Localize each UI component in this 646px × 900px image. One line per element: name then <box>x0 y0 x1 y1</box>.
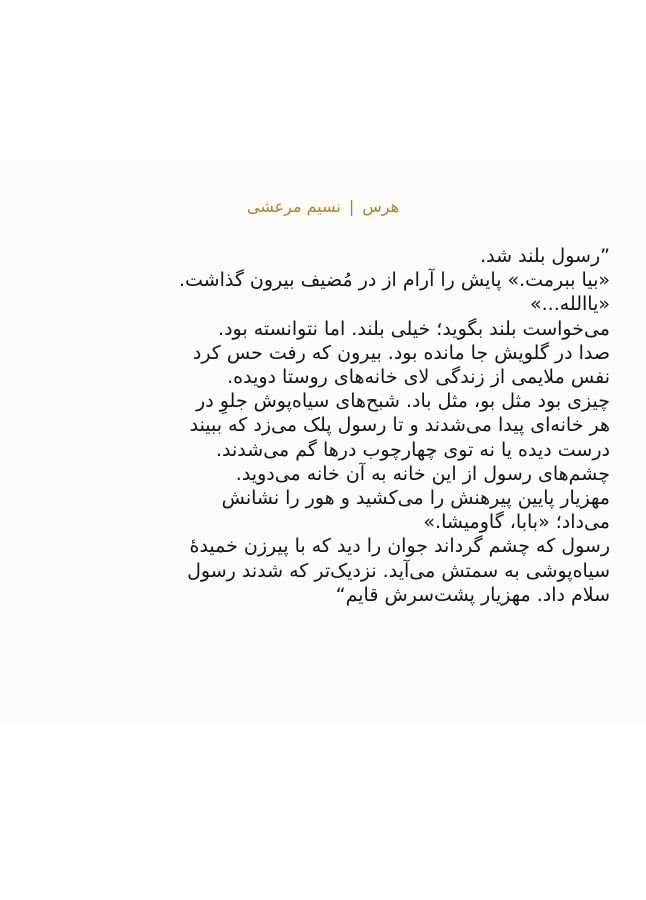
text-line: رسول که چشم گرداند جوان را دید که با پیرزن خمیدۀ <box>189 535 610 558</box>
header-separator: | <box>348 197 355 216</box>
text-line: هر خانه‌ای پیدا می‌شدند و تا رسول پلک می‌زد که ببیند <box>189 414 610 437</box>
excerpt-text <box>42 244 610 607</box>
text-line: مهزیار پایین پیرهنش را می‌کشید و هور را نشانش <box>221 487 610 510</box>
text-line: می‌خواست بلند بگوید؛ خیلی بلند. اما نتوانسته بود. <box>218 317 610 340</box>
text-line: سیاه‌پوشی به سمتش می‌آید. نزدیک‌تر که شدند رسول <box>187 559 610 582</box>
text-line: می‌داد؛ «بابا، گاومیشا.» <box>423 511 610 534</box>
text-line: ”رسول بلند شد. <box>480 245 610 267</box>
text-line: چشم‌های رسول از این خانه به آن خانه می‌دوید. <box>235 462 610 485</box>
text-line: «بیا ببرمت.» پایش را آرام از در مُضیف بیرون گذاشت. <box>178 269 610 292</box>
book-title: هرس <box>362 197 400 216</box>
text-line: نفس ملایمی از زندگی لای خانه‌های روستا دویده. <box>227 366 610 389</box>
text-line: چیزی بود مثل بو، مثل باد. شبح‌های سیاه‌پوش جلوِ در <box>196 390 610 413</box>
book-header <box>0 196 646 218</box>
text-line: صدا در گلویش جا مانده بود. بیرون که رفت حس کرد <box>192 341 610 364</box>
book-author: نسیم مرعشی <box>246 197 341 216</box>
quote-card <box>0 160 646 722</box>
text-line: «یاالله...» <box>530 293 610 316</box>
text-line: درست دیده یا نه توی چهارچوب درها گم می‌شدند. <box>216 438 610 461</box>
text-line: سلام داد. مهزیار پشت‌سرش قایم“ <box>335 583 610 606</box>
